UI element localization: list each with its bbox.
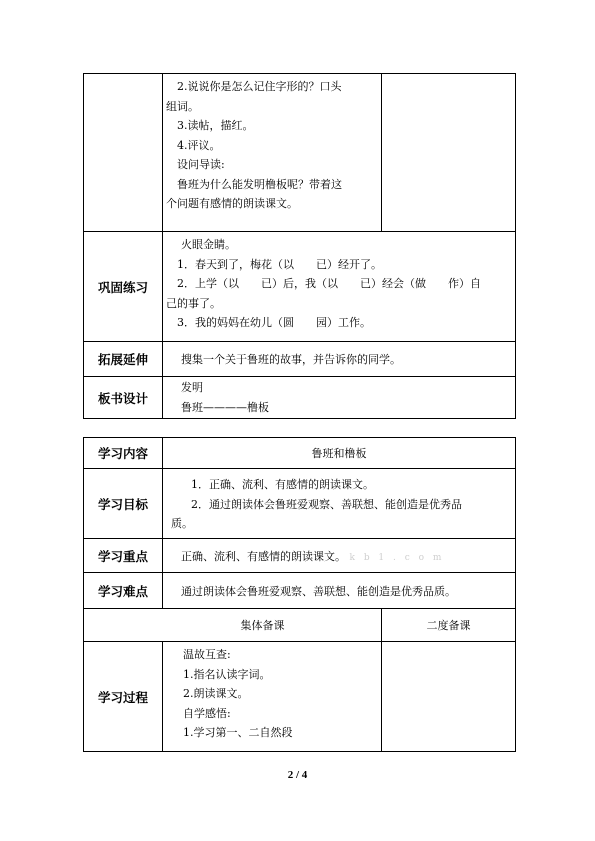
consolidation-label: 巩固练习 [84, 232, 163, 342]
board-design-row [84, 377, 516, 419]
content-line: 2．上学（以 已）后，我（以 已）经会（做 作）自 [177, 277, 481, 290]
difficulty-label: 学习难点 [84, 573, 163, 609]
key-point-content [163, 539, 516, 573]
key-point-row [84, 539, 516, 573]
content-line: 组词。 [166, 99, 199, 113]
prep-header-row [84, 609, 516, 642]
board-design-label: 板书设计 [84, 377, 163, 419]
learning-goal-content [163, 469, 516, 539]
content-line: 质。 [171, 517, 193, 530]
content-line: 2.朗读课文。 [183, 687, 249, 700]
lesson-plan-table-top [83, 73, 516, 419]
collective-prep-header: 集体备课 [84, 609, 382, 642]
learning-process-row [84, 642, 516, 752]
learning-process-content [163, 642, 382, 752]
content-line: 1.学习第一、二自然段 [183, 726, 293, 739]
difficulty-row [84, 573, 516, 609]
content-line: 自学感悟: [183, 706, 231, 720]
content-line: 发明 [181, 381, 203, 394]
learning-goal-label: 学习目标 [84, 469, 163, 539]
key-point-label: 学习重点 [84, 539, 163, 573]
content-line: 2.说说你是怎么记住字形的？口头 [177, 80, 342, 93]
second-prep-cell [382, 74, 516, 232]
lesson-plan-table-bottom [83, 437, 516, 752]
learning-process-label: 学习过程 [84, 642, 163, 752]
learning-goal-row [84, 469, 516, 539]
content-line: 1．春天到了，梅花（以 已）经开了。 [177, 257, 382, 271]
empty-label-cell [84, 74, 163, 232]
content-line: 个问题有感情的朗读课文。 [166, 197, 298, 210]
extension-label: 拓展延伸 [84, 342, 163, 377]
continued-row [84, 74, 516, 232]
content-line: 设问导读: [177, 158, 225, 171]
continued-content-cell [163, 74, 382, 232]
second-prep-header: 二度备课 [382, 609, 516, 642]
content-line: 鲁班为什么能发明橹板呢？带着这 [177, 177, 342, 191]
extension-content: 搜集一个关于鲁班的故事，并告诉你的同学。 [163, 342, 516, 377]
board-design-content [163, 377, 516, 419]
content-line: 己的事了。 [166, 296, 221, 310]
content-line: 4.评议。 [177, 138, 221, 152]
content-line: 火眼金睛。 [181, 238, 236, 251]
content-line: 3.读帖，描红。 [177, 119, 254, 132]
learning-content-value: 鲁班和橹板 [163, 438, 516, 469]
content-line: 2．通过朗读体会鲁班爱观察、善联想、能创造是优秀品 [191, 497, 462, 511]
content-line: 3．我的妈妈在幼儿（圆 园）工作。 [177, 316, 371, 329]
key-point-text: 正确、流利、有感情的朗读课文。 [181, 549, 346, 563]
content-line: 1．正确、流利、有感情的朗读课文。 [191, 478, 374, 491]
consolidation-content [163, 232, 516, 342]
page-number: 2 / 4 [287, 769, 308, 781]
learning-content-row [84, 438, 516, 469]
watermark-text: k b 1 . c o m [349, 552, 445, 563]
extension-row [84, 342, 516, 377]
second-prep-cell [382, 642, 516, 752]
content-line: 温故互查: [183, 648, 231, 661]
learning-content-label: 学习内容 [84, 438, 163, 469]
consolidation-row [84, 232, 516, 342]
difficulty-content: 通过朗读体会鲁班爱观察、善联想、能创造是优秀品质。 [163, 573, 516, 609]
content-line: 鲁班————橹板 [181, 400, 269, 414]
content-line: 1.指名认读字词。 [183, 667, 271, 681]
